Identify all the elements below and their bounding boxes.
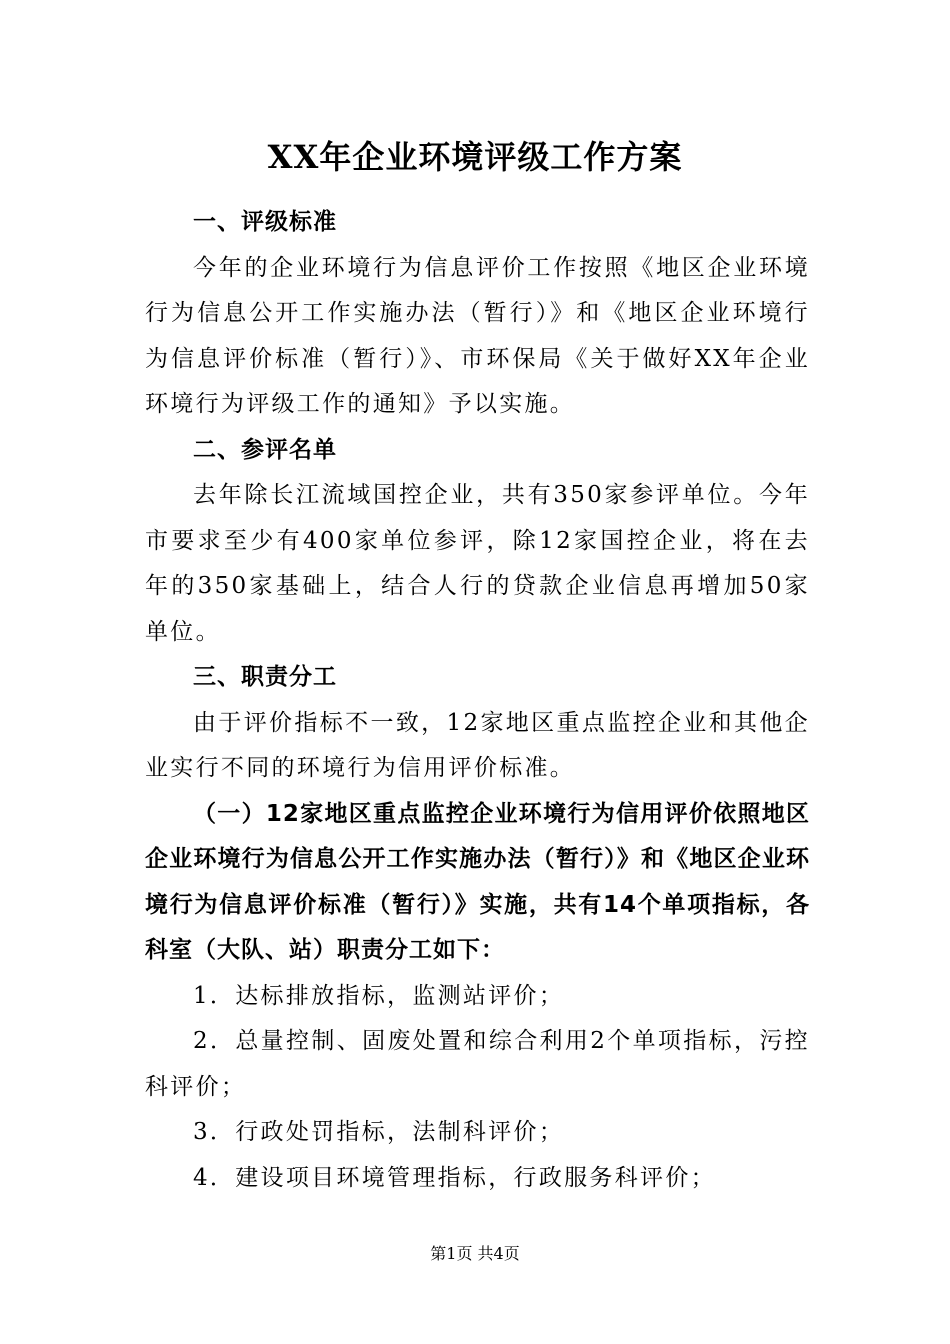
list-item-1: 1．达标排放指标，监测站评价； xyxy=(193,982,565,1009)
section-heading-1: 一、评级标准 xyxy=(193,209,337,235)
section-heading-3: 三、职责分工 xyxy=(193,664,337,690)
list-item-4: 4．建设项目环境管理指标，行政服务科评价； xyxy=(193,1164,716,1191)
subsection-paragraph: （一）12家地区重点监控企业环境行为信用评价依照地区企业环境行为信息公开工作实施办法（暂行）》和《地区企业环境行为信息评价标准（暂行）》实施，共有14个单项指标，各科室（大队、站）职责分工如下： xyxy=(145,800,810,963)
document-body xyxy=(145,200,810,1201)
section-paragraph-3: 由于评价指标不一致，12家地区重点监控企业和其他企业实行不同的环境行为信用评价标准。 xyxy=(145,709,810,781)
section-paragraph-1: 今年的企业环境行为信息评价工作按照《地区企业环境行为信息公开工作实施办法（暂行）》和《地区企业环境行为信息评价标准（暂行）》、市环保局《关于做好XX年企业环境行为评级工作的通知》予以实施。 xyxy=(145,254,810,417)
list-item-3: 3．行政处罚指标，法制科评价； xyxy=(193,1119,565,1145)
section-heading-2: 二、参评名单 xyxy=(193,436,337,463)
document-title: XX年企业环境评级工作方案 xyxy=(267,138,683,176)
page-footer: 第1页 共4页 xyxy=(430,1244,520,1263)
list-item-2: 2．总量控制、固废处置和综合利用2个单项指标，污控科评价； xyxy=(145,1028,810,1100)
section-paragraph-2: 去年除长江流域国控企业，共有350家参评单位。今年市要求至少有400家单位参评，除12家国控企业，将在去年的350家基础上，结合人行的贷款企业信息再增加50家单位。 xyxy=(145,482,810,645)
